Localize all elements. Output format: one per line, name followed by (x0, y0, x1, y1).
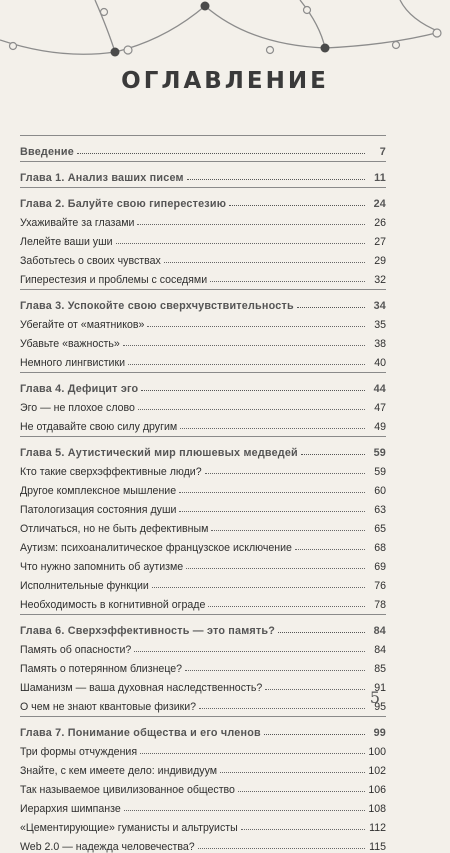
toc-entry[interactable] (20, 497, 386, 516)
toc-entry[interactable] (20, 637, 386, 656)
dot-leader (138, 409, 365, 410)
dot-leader (77, 153, 365, 154)
toc-entry[interactable] (20, 777, 386, 796)
toc-entry-title: Web 2.0 — надежда человечества? (20, 841, 195, 853)
table-of-contents (20, 132, 386, 853)
toc-chapter-entry[interactable] (20, 440, 386, 459)
toc-page-number: 85 (374, 663, 386, 675)
toc-entry-title: Знайте, с кем имеете дело: индивидуум (20, 765, 218, 777)
toc-entry[interactable] (20, 739, 386, 758)
toc-entry[interactable] (20, 248, 386, 267)
dot-leader (264, 734, 365, 735)
toc-entry[interactable] (20, 675, 386, 694)
toc-page-number: 95 (374, 701, 386, 713)
toc-entry[interactable] (20, 656, 386, 675)
dot-leader (278, 632, 365, 633)
toc-entry-title: Гиперестезия и проблемы с соседями (20, 274, 208, 286)
dot-leader (210, 281, 365, 282)
toc-page-number: 63 (374, 504, 386, 516)
dot-leader (180, 428, 365, 429)
section-divider (20, 436, 386, 437)
toc-page-number: 38 (374, 338, 386, 350)
toc-entry-title: Глава 7. Понимание общества и его членов (20, 727, 261, 739)
toc-page-number: 7 (379, 146, 386, 158)
dot-leader (140, 753, 365, 754)
toc-entry-title: Введение (20, 146, 74, 158)
dot-leader (134, 651, 365, 652)
dot-leader (186, 568, 365, 569)
toc-entry[interactable] (20, 229, 386, 248)
dot-leader (265, 689, 365, 690)
toc-entry[interactable] (20, 267, 386, 286)
dot-leader (116, 243, 365, 244)
toc-entry[interactable] (20, 478, 386, 497)
toc-page-number: 24 (373, 198, 386, 210)
dot-leader (208, 606, 365, 607)
toc-page-number: 106 (368, 784, 386, 796)
page-number: 5 (369, 688, 380, 707)
dot-leader (220, 772, 365, 773)
toc-entry-title: Другое комплексное мышление (20, 485, 177, 497)
toc-entry-title: Убавьте «важность» (20, 338, 120, 350)
section-divider (20, 716, 386, 717)
toc-entry[interactable] (20, 796, 386, 815)
dot-leader (205, 473, 365, 474)
toc-page-number: 115 (369, 841, 386, 853)
dot-leader (137, 224, 365, 225)
dot-leader (211, 530, 365, 531)
page-title: ОГЛАВЛЕНИЕ (121, 68, 329, 94)
toc-entry-title: Ухаживайте за глазами (20, 217, 135, 229)
dot-leader (229, 205, 365, 206)
dot-leader (187, 179, 365, 180)
section-divider (20, 614, 386, 615)
toc-page-number: 59 (373, 447, 386, 459)
toc-page-number: 108 (368, 803, 386, 815)
toc-entry[interactable] (20, 350, 386, 369)
toc-entry[interactable] (20, 331, 386, 350)
toc-page-number: 32 (374, 274, 386, 286)
toc-page-number: 65 (374, 523, 386, 535)
toc-entry-title: Что нужно запомнить об аутизме (20, 561, 184, 573)
dot-leader (179, 492, 365, 493)
toc-page-number: 27 (374, 236, 386, 248)
dot-leader (297, 307, 365, 308)
toc-entry[interactable] (20, 395, 386, 414)
section-divider (20, 187, 386, 188)
toc-entry-title: Глава 3. Успокойте свою сверхчувствительность (20, 300, 294, 312)
toc-page-number: 84 (374, 644, 386, 656)
toc-page-number: 84 (373, 625, 386, 637)
toc-entry-title: Глава 4. Дефицит эго (20, 383, 139, 395)
toc-chapter-entry[interactable] (20, 376, 386, 395)
toc-entry-title: Аутизм: психоаналитическое французское исключение (20, 542, 292, 554)
toc-page-number: 91 (374, 682, 386, 694)
toc-entry[interactable] (20, 414, 386, 433)
toc-entry-title: Так называемое цивилизованное общество (20, 784, 235, 796)
toc-page-number: 60 (374, 485, 386, 497)
toc-entry-title: Память о потерянном близнеце? (20, 663, 183, 675)
dot-leader (141, 390, 365, 391)
toc-entry-title: Иерархия шимпанзе (20, 803, 121, 815)
section-divider (20, 372, 386, 373)
toc-entry-title: Три формы отчуждения (20, 746, 138, 758)
dot-leader (238, 791, 365, 792)
section-divider (20, 289, 386, 290)
toc-entry[interactable] (20, 535, 386, 554)
dot-leader (179, 511, 365, 512)
section-divider (20, 161, 386, 162)
toc-page-number: 44 (373, 383, 386, 395)
toc-entry[interactable] (20, 834, 386, 853)
toc-entry-title: Шаманизм — ваша духовная наследственность? (20, 682, 263, 694)
toc-page-number: 69 (374, 561, 386, 573)
toc-chapter-entry[interactable] (20, 293, 386, 312)
toc-entry-title: Не отдавайте свою силу другим (20, 421, 178, 433)
toc-entry[interactable] (20, 554, 386, 573)
toc-entry-title: Глава 2. Балуйте свою гиперестезию (20, 198, 227, 210)
toc-page-number: 40 (374, 357, 386, 369)
toc-chapter-entry[interactable] (20, 165, 386, 184)
toc-entry[interactable] (20, 312, 386, 331)
toc-page-number: 100 (368, 746, 386, 758)
toc-page-number: 99 (373, 727, 386, 739)
toc-entry-title: Немного лингвистики (20, 357, 126, 369)
toc-entry[interactable] (20, 694, 386, 713)
toc-entry-title: Кто такие сверхэффективные люди? (20, 466, 202, 478)
dot-leader (123, 345, 365, 346)
dot-leader (164, 262, 365, 263)
dot-leader (124, 810, 365, 811)
toc-entry[interactable] (20, 210, 386, 229)
toc-entry-title: Память об опасности? (20, 644, 132, 656)
section-divider (20, 135, 386, 136)
toc-entry[interactable] (20, 815, 386, 834)
toc-entry[interactable] (20, 516, 386, 535)
toc-entry-title: Глава 5. Аутистический мир плюшевых медведей (20, 447, 298, 459)
dot-leader (128, 364, 365, 365)
toc-entry[interactable] (20, 592, 386, 611)
toc-page-number: 26 (374, 217, 386, 229)
toc-page-number: 112 (369, 822, 386, 834)
dot-leader (185, 670, 365, 671)
dot-leader (198, 848, 365, 849)
toc-entry-title: Глава 6. Сверхэффективность — это память? (20, 625, 276, 637)
dot-leader (152, 587, 365, 588)
toc-page-number: 35 (374, 319, 386, 331)
toc-entry-title: Убегайте от «маятников» (20, 319, 145, 331)
toc-page-number: 76 (374, 580, 386, 592)
toc-entry-title: Лелейте ваши уши (20, 236, 113, 248)
toc-page-number: 68 (374, 542, 386, 554)
toc-page-number: 102 (368, 765, 386, 777)
toc-entry-title: Отличаться, но не быть дефективным (20, 523, 209, 535)
dot-leader (241, 829, 365, 830)
toc-chapter-entry[interactable] (20, 139, 386, 158)
toc-entry-title: Исполнительные функции (20, 580, 149, 592)
toc-chapter-entry[interactable] (20, 191, 386, 210)
toc-entry[interactable] (20, 758, 386, 777)
toc-page-number: 47 (374, 402, 386, 414)
toc-page-number: 11 (374, 172, 386, 184)
toc-chapter-entry[interactable] (20, 720, 386, 739)
toc-page-number: 49 (374, 421, 386, 433)
toc-entry-title: Глава 1. Анализ ваших писем (20, 172, 184, 184)
decorative-bead-garland (0, 0, 450, 70)
toc-entry-title: Необходимость в когнитивной ограде (20, 599, 206, 611)
toc-entry-title: Эго — не плохое слово (20, 402, 135, 414)
dot-leader (147, 326, 365, 327)
toc-entry[interactable] (20, 459, 386, 478)
toc-entry-title: О чем не знают квантовые физики? (20, 701, 197, 713)
dot-leader (295, 549, 365, 550)
toc-entry-title: «Цементирующие» гуманисты и альтруисты (20, 822, 238, 834)
dot-leader (301, 454, 365, 455)
toc-page-number: 29 (374, 255, 386, 267)
toc-chapter-entry[interactable] (20, 618, 386, 637)
toc-entry-title: Патологизация состояния души (20, 504, 177, 516)
dot-leader (199, 708, 365, 709)
toc-page-number: 34 (373, 300, 386, 312)
toc-entry[interactable] (20, 573, 386, 592)
toc-page-number: 78 (374, 599, 386, 611)
toc-entry-title: Заботьтесь о своих чувствах (20, 255, 161, 267)
toc-page-number: 59 (374, 466, 386, 478)
